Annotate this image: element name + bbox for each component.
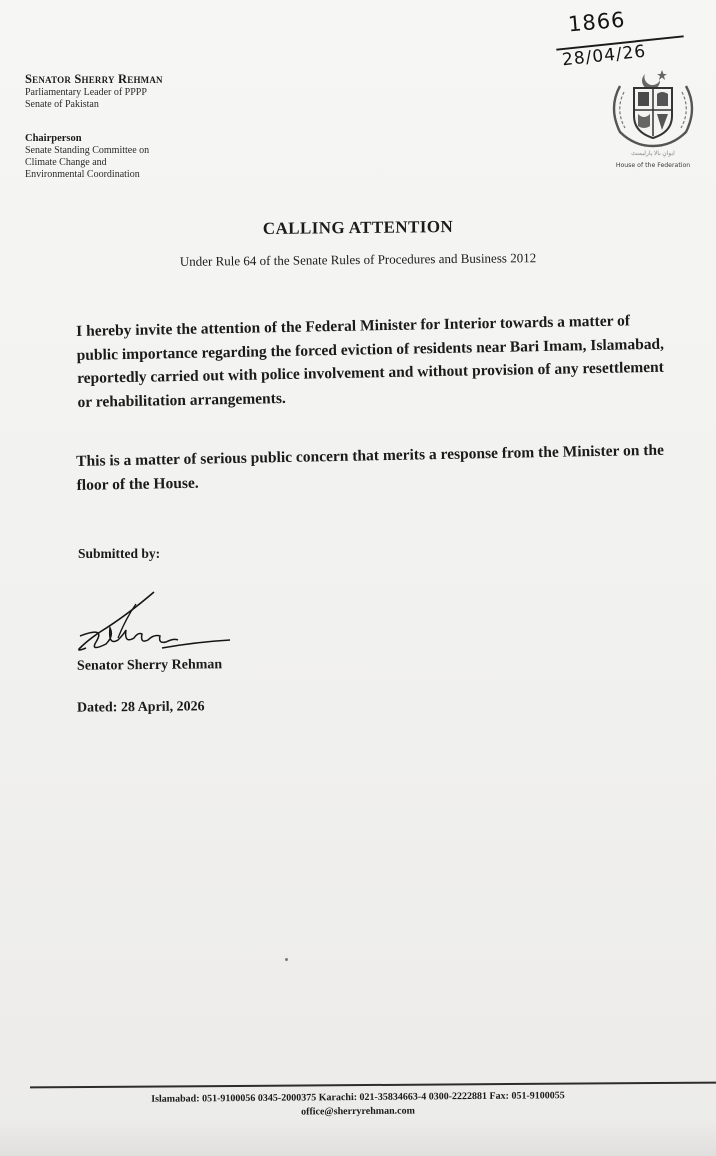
signatory-name: Senator Sherry Rehman [76,657,223,674]
chair-block [25,132,325,181]
sender-block [25,72,325,111]
chair-line: Environmental Coordination [25,169,140,180]
diary-date: 28/04/26 [561,41,648,71]
diary-stamp [548,7,698,72]
document-subtitle: Under Rule 64 of the Senate Rules of Procedures and Business 2012 [179,250,537,269]
footer-email: office@sherryrehman.com [301,1105,415,1118]
senate-emblem [598,66,708,176]
body-paragraph: This is a matter of serious public concern that merits a response from the Minister on the floor of the House. [76,441,665,494]
emblem-caption: House of the Federation [615,162,691,169]
sender-role-line: Parliamentary Leader of PPPP [25,87,147,98]
senate-crest-icon [598,66,708,150]
emblem-urdu-caption: ایوانِ بالا پارلیمنٹ [631,151,675,157]
scan-shadow [0,1120,716,1156]
sender-role-line: Senate of Pakistan [25,99,99,110]
submitted-by-label: Submitted by: [78,546,161,561]
chair-line: Climate Change and [25,157,107,168]
body-paragraph: I hereby invite the attention of the Federal Minister for Interior towards a matter of public importance regarding the forced eviction of residents near Bari Imam, Islamabad, reportedly carried out with police involvement and without provision of any resettlement or rehabilitation arrangements. [76,312,665,411]
diary-number: 1866 [567,7,627,37]
scan-speck [285,958,288,961]
sender-name: Senator Sherry Rehman [25,72,163,86]
date-line: Dated: 28 April, 2026 [76,699,205,716]
chair-line: Senate Standing Committee on [25,145,150,156]
chair-title: Chairperson [25,133,82,144]
handwritten-signature [66,588,236,660]
footer-divider [30,1082,716,1088]
document-title: CALLING ATTENTION [262,217,454,238]
footer-contacts: Islamabad: 051-9100056 0345-2000375 Karachi: 021-35834663-4 0300-2222881 Fax: 051-9100055 [151,1090,565,1105]
